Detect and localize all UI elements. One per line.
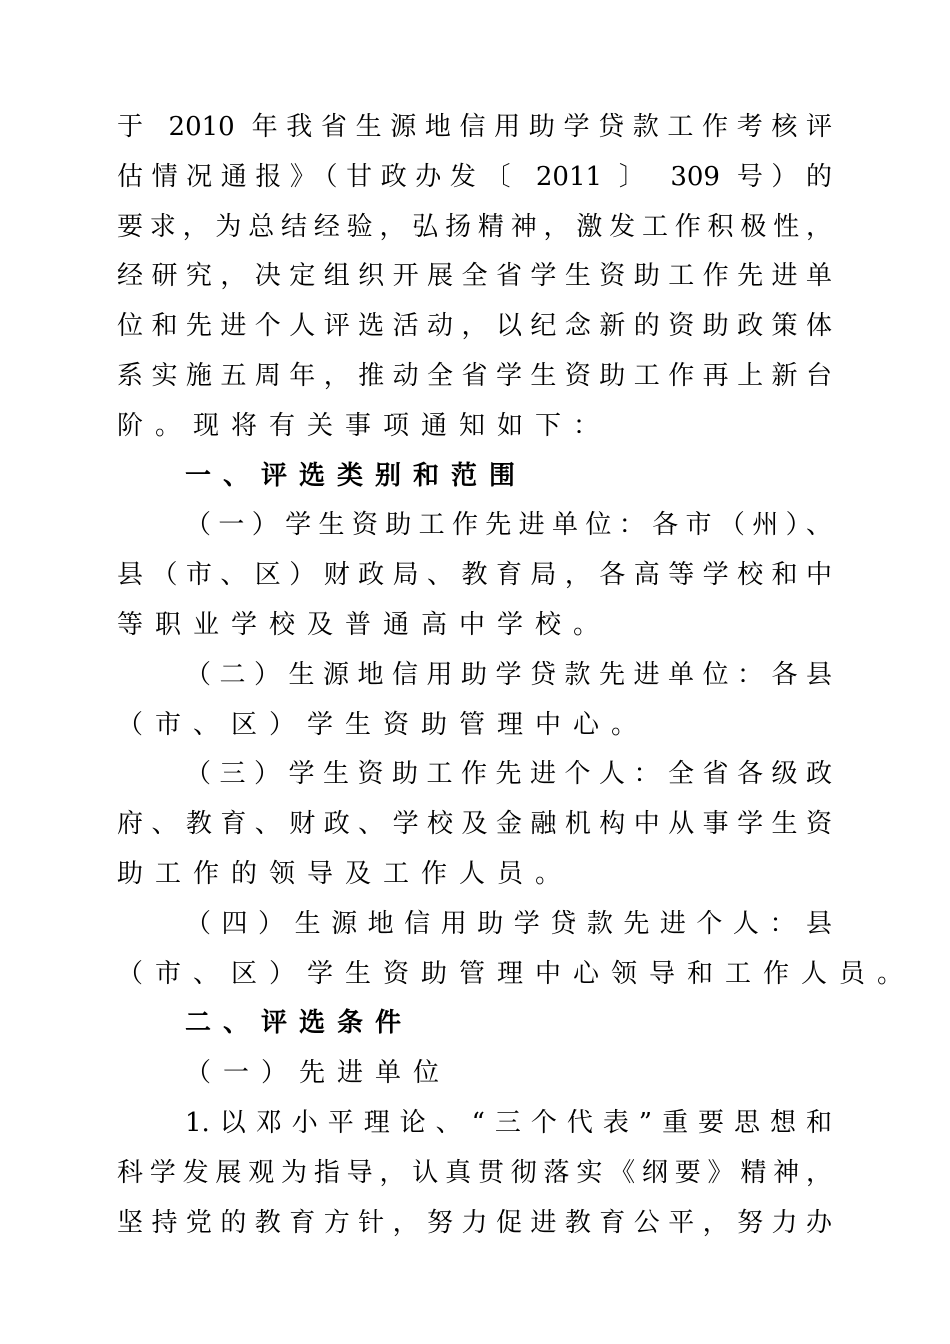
body-text-line: 经研究，决定组织开展全省学生资助工作先进单 (117, 261, 832, 291)
body-text-line: 系实施五周年，推动全省学生资助工作再上新台 (117, 361, 832, 391)
body-text-line: 坚持党的教育方针，努力促进教育公平，努力办 (117, 1208, 832, 1238)
body-text-line: 县（市、区）财政局、教育局，各高等学校和中 (117, 560, 832, 590)
body-text-line: （市、区）学生资助管理中心。 (117, 710, 650, 740)
body-text-line: 1.以邓小平理论、“三个代表”重要思想和 (185, 1108, 832, 1138)
section-heading: 一、评选类别和范围 (185, 461, 528, 491)
section-heading: 二、评选条件 (185, 1008, 414, 1038)
body-text-line: （一）先进单位 (185, 1058, 452, 1088)
body-text-line: （一）学生资助工作先进单位：各市（州）、 (185, 510, 832, 540)
body-text-line: 府、教育、财政、学校及金融机构中从事学生资 (117, 809, 832, 839)
body-text-line: （市、区）学生资助管理中心领导和工作人员。 (117, 959, 916, 989)
body-text-line: 位和先进个人评选活动，以纪念新的资助政策体 (117, 311, 832, 341)
body-text-line: （三）学生资助工作先进个人：全省各级政 (185, 759, 832, 789)
body-text-line: 助工作的领导及工作人员。 (117, 859, 574, 889)
body-text-line: 阶。现将有关事项通知如下： (117, 411, 612, 441)
body-text-line: （二）生源地信用助学贷款先进单位：各县 (185, 660, 832, 690)
body-text-line: 于 2010 年我省生源地信用助学贷款工作考核评 (117, 112, 832, 142)
body-text-line: 等职业学校及普通高中学校。 (117, 610, 612, 640)
body-text-line: 估情况通报》（甘政办发〔 2011 〕 309 号）的 (117, 162, 832, 192)
body-text-line: 要求，为总结经验，弘扬精神，激发工作积极性， (117, 212, 832, 242)
body-text-line: 科学发展观为指导，认真贯彻落实《纲要》精神， (117, 1158, 832, 1188)
body-text-line: （四）生源地信用助学贷款先进个人：县 (185, 909, 832, 939)
